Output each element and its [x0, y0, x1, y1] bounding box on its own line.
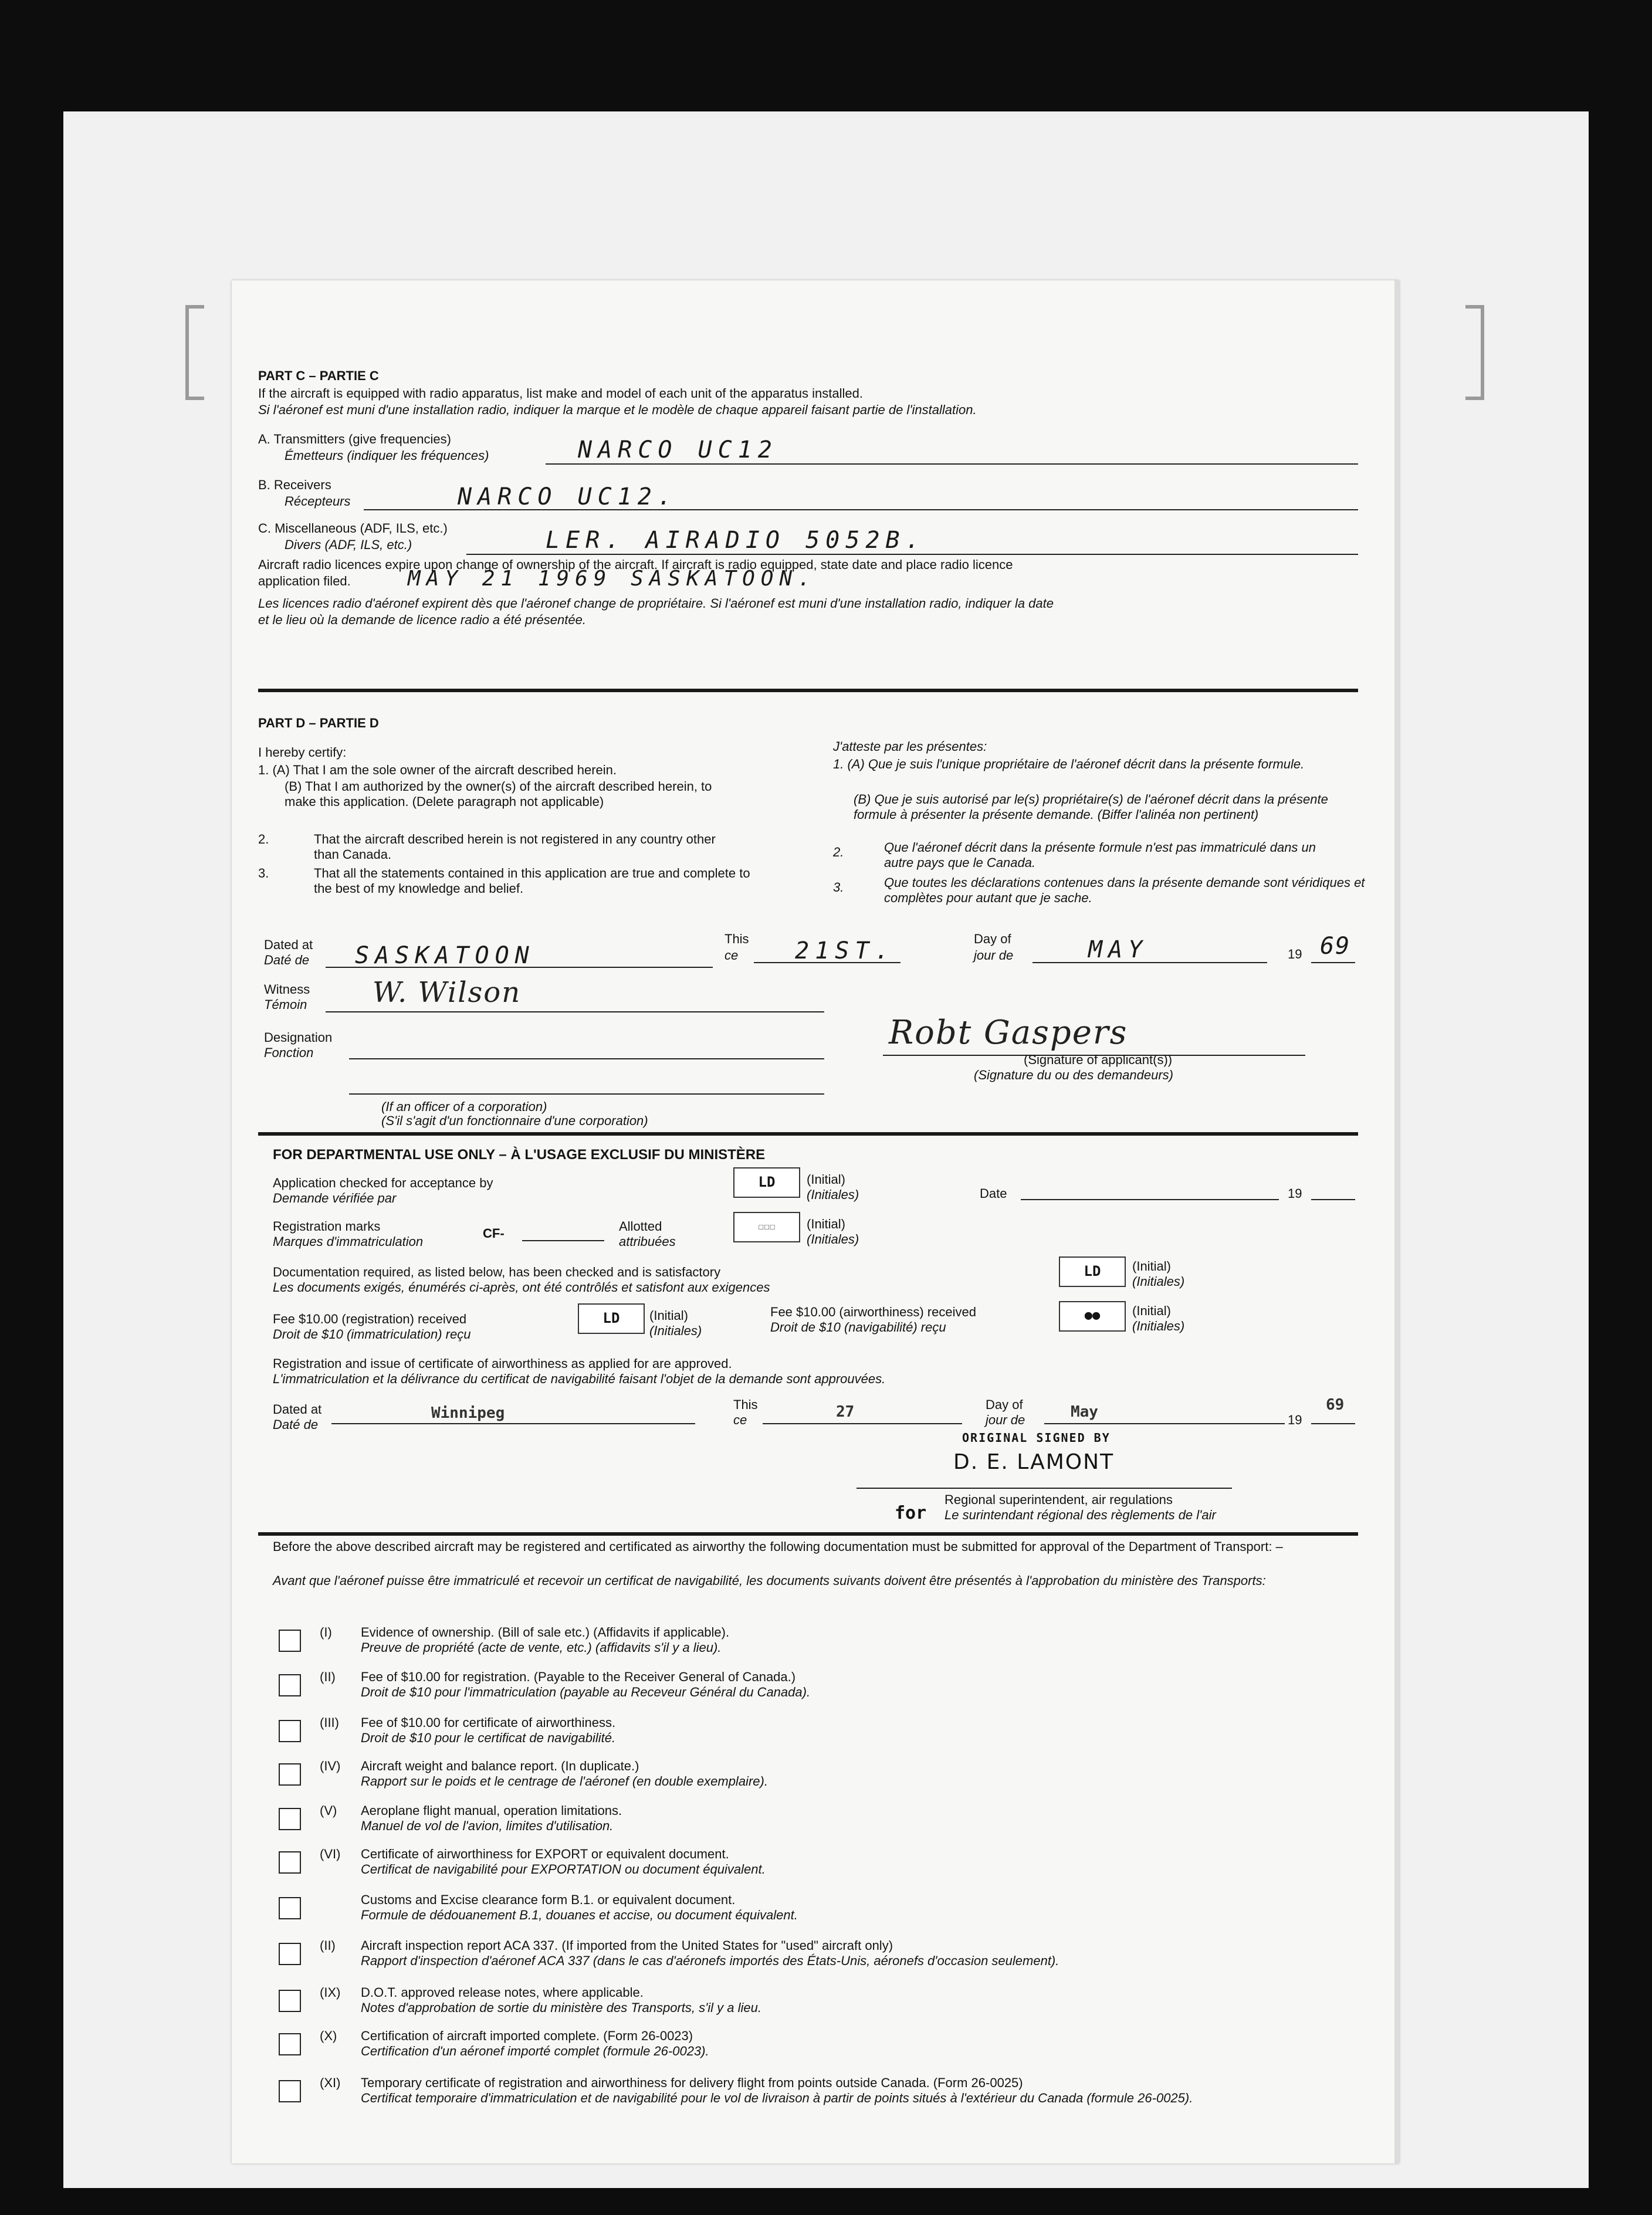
dept-day-line: [1044, 1423, 1285, 1424]
approved-text-fr: L'immatriculation et la délivrance du certificat de navigabilité faisant l'objet de la demande sont approuvées.: [273, 1371, 886, 1386]
applicant-signature: Robt Gaspers: [889, 1014, 1128, 1052]
requirement-number: (II): [320, 1669, 336, 1684]
requirements-intro-en: Before the above described aircraft may be registered and certificated as airworthy the following documentation must be submitted for approval of the Department of Transport: –: [273, 1539, 1283, 1554]
dept-dated-label-fr: Daté de: [273, 1417, 319, 1432]
witness-label-fr: Témoin: [264, 997, 307, 1012]
dept-this-line: [763, 1423, 962, 1424]
checked-date-label: Date: [980, 1186, 1007, 1201]
transmitters-label-en: A. Transmitters (give frequencies): [258, 432, 451, 446]
dept-year-value: 69: [1326, 1396, 1345, 1414]
cert-en-1b: (B) That I am authorized by the owner(s) of the aircraft described herein, to make this application. (Delete paragraph not applicable): [285, 779, 712, 809]
superintendent-line: [857, 1488, 1232, 1489]
marks-label-fr: Marques d'immatriculation: [273, 1234, 424, 1249]
requirement-text-en: D.O.T. approved release notes, where applicable.: [361, 1985, 644, 2000]
requirement-text-fr: Preuve de propriété (acte de vente, etc.) (affidavits s'il y a lieu).: [361, 1640, 722, 1655]
dept-day-value: May: [1071, 1403, 1098, 1421]
fee-air-initial-stamp: ●●: [1059, 1301, 1126, 1332]
requirement-number: (III): [320, 1715, 339, 1730]
designation-line: [349, 1058, 824, 1059]
receivers-label-en: B. Receivers: [258, 477, 331, 492]
allotted-label-fr: attribuées: [619, 1234, 676, 1249]
checked-initial-fr: (Initiales): [807, 1187, 859, 1202]
certify-en: I hereby certify:: [258, 745, 347, 760]
misc-line: [466, 554, 1358, 555]
marks-line: [522, 1240, 604, 1241]
allotted-label-en: Allotted: [619, 1219, 662, 1234]
licence-text-en-1: Aircraft radio licences expire upon change of ownership of the aircraft. If aircraft is radio equipped, state date and place radio licence: [258, 557, 1013, 572]
dept-day-label-fr: jour de: [986, 1413, 1025, 1427]
fee-air-label-fr: Droit de $10 (navigabilité) reçu: [770, 1320, 946, 1335]
requirement-text-en: Aircraft weight and balance report. (In duplicate.): [361, 1759, 639, 1773]
requirement-checkbox[interactable]: [279, 1674, 301, 1696]
fee-air-label-en: Fee $10.00 (airworthiness) received: [770, 1305, 976, 1319]
signature-caption-fr: (Signature du ou des demandeurs): [974, 1068, 1173, 1082]
requirement-number: (X): [320, 2028, 337, 2043]
dated-label-fr: Daté de: [264, 953, 310, 967]
this-line: [754, 962, 901, 963]
day-label-fr: jour de: [974, 948, 1014, 963]
requirement-text-fr: Formule de dédouanement B.1, douanes et accise, ou document équivalent.: [361, 1908, 798, 1922]
requirement-checkbox[interactable]: [279, 1943, 301, 1965]
part-d-heading: PART D – PARTIE D: [258, 716, 379, 730]
dept-top-rule: [258, 1132, 1358, 1136]
fee-reg-label-fr: Droit de $10 (immatriculation) reçu: [273, 1327, 471, 1342]
this-label-fr: ce: [725, 948, 739, 963]
cert-en-2-num: 2.: [258, 832, 269, 846]
requirement-checkbox[interactable]: [279, 2033, 301, 2055]
requirements-top-rule: [258, 1532, 1358, 1536]
requirement-text-en: Aeroplane flight manual, operation limitations.: [361, 1803, 622, 1818]
requirement-checkbox[interactable]: [279, 1763, 301, 1786]
day-label-en: Day of: [974, 932, 1011, 946]
requirement-number: (VI): [320, 1847, 341, 1861]
requirement-text-fr: Droit de $10 pour l'immatriculation (payable au Receveur Général du Canada).: [361, 1685, 811, 1699]
requirement-text-fr: Certification d'un aéronef importé complet (formule 26-0023).: [361, 2044, 709, 2058]
fee-reg-label-en: Fee $10.00 (registration) received: [273, 1312, 467, 1326]
fee-air-initial-en: (Initial): [1132, 1303, 1172, 1318]
part-c-heading: PART C – PARTIE C: [258, 368, 379, 383]
transmitters-value: NARCO UC12: [578, 436, 778, 463]
part-d-top-rule: [258, 689, 1358, 692]
requirement-text-en: Temporary certificate of registration and airworthiness for delivery flight from points outside Canada. (Form 26-0025): [361, 2075, 1023, 2090]
misc-value: LER. AIRADIO 5052B.: [546, 527, 926, 554]
requirement-text-en: Customs and Excise clearance form B.1. or equivalent document.: [361, 1892, 736, 1907]
witness-line: [326, 1011, 824, 1012]
frame-mark-right: [1465, 305, 1484, 400]
requirement-checkbox[interactable]: [279, 1851, 301, 1874]
dept-this-label-fr: ce: [733, 1413, 747, 1427]
licence-text-fr-1: Les licences radio d'aéronef expirent dès que l'aéronef change de propriétaire. Si l'aéronef est muni d'une installation radio, indiquer la date: [258, 596, 1054, 611]
misc-label-fr: Divers (ADF, ILS, etc.): [285, 537, 412, 552]
requirement-checkbox[interactable]: [279, 1808, 301, 1830]
dated-label-en: Dated at: [264, 937, 313, 952]
requirement-text-fr: Droit de $10 pour le certificat de navigabilité.: [361, 1730, 616, 1745]
dept-year-prefix: 19: [1288, 1413, 1302, 1427]
part-c-intro-en: If the aircraft is equipped with radio apparatus, list make and model of each unit of the apparatus installed.: [258, 386, 863, 401]
registration-form-page: [232, 280, 1399, 2163]
checked-label-fr: Demande vérifiée par: [273, 1191, 397, 1205]
year-value: 69: [1320, 933, 1351, 960]
fee-reg-initial-stamp: LD: [578, 1303, 645, 1334]
requirement-text-en: Certification of aircraft imported complete. (Form 26-0023): [361, 2028, 693, 2043]
requirement-text-fr: Manuel de vol de l'avion, limites d'utilisation.: [361, 1818, 614, 1833]
cert-en-2: That the aircraft described herein is not registered in any country other than Canada.: [314, 832, 716, 862]
signature-caption-en: (Signature of applicant(s)): [1024, 1052, 1173, 1067]
fee-air-initial-fr: (Initiales): [1132, 1319, 1185, 1333]
requirements-intro-fr: Avant que l'aéronef puisse être immatriculé et recevoir un certificat de navigabilité, les documents suivants doivent être présentés à l'approbation du ministère des Transports:: [273, 1573, 1266, 1588]
cert-fr-3: Que toutes les déclarations contenues dans la présente demande sont véridiques et complètes pour autant que je sache.: [884, 875, 1365, 905]
page-edge-shadow: [1394, 280, 1399, 2163]
checked-label-en: Application checked for acceptance by: [273, 1176, 493, 1190]
cert-en-1a: 1. (A) That I am the sole owner of the aircraft described herein.: [258, 763, 617, 777]
requirement-text-fr: Certificat temporaire d'immatriculation et de navigabilité pour le vol de livraison à partir de points situés à l'extérieur du Canada (formule 26-0025).: [361, 2091, 1193, 2105]
requirement-number: (IX): [320, 1985, 341, 2000]
dept-this-value: 27: [836, 1403, 855, 1421]
dated-value: SASKATOON: [355, 942, 535, 969]
checked-initial-stamp: LD: [733, 1167, 800, 1198]
signer-name: D. E. LAMONT: [953, 1450, 1115, 1474]
docs-label-en: Documentation required, as listed below, has been checked and is satisfactory: [273, 1265, 721, 1279]
part-c-intro-fr: Si l'aéronef est muni d'une installation radio, indiquer la marque et le modèle de chaque appareil faisant partie de l'installation.: [258, 402, 977, 417]
officer-line: [349, 1093, 824, 1095]
allotted-initial-stamp: ☐☐☐: [733, 1212, 800, 1242]
cert-en-3: That all the statements contained in this application are true and complete to the best of my knowledge and belief.: [314, 866, 750, 896]
allotted-initial-fr: (Initiales): [807, 1232, 859, 1247]
dept-heading: FOR DEPARTMENTAL USE ONLY – À L'USAGE EXCLUSIF DU MINISTÈRE: [273, 1147, 766, 1163]
docs-label-fr: Les documents exigés, énumérés ci-après, ont été contrôlés et satisfont aux exigences: [273, 1280, 770, 1295]
receivers-label-fr: Récepteurs: [285, 494, 351, 509]
requirement-text-en: Aircraft inspection report ACA 337. (If imported from the United States for "used" aircraft only): [361, 1938, 893, 1953]
docs-initial-en: (Initial): [1132, 1259, 1172, 1274]
licence-text-fr-2: et le lieu où la demande de licence radio a été présentée.: [258, 612, 586, 627]
requirement-text-fr: Notes d'approbation de sortie du ministère des Transports, s'il y a lieu.: [361, 2000, 761, 2015]
marks-label-en: Registration marks: [273, 1219, 381, 1234]
requirement-number: (V): [320, 1803, 337, 1818]
cert-fr-3-num: 3.: [833, 880, 844, 895]
allotted-initial-en: (Initial): [807, 1217, 846, 1231]
this-label-en: This: [725, 932, 749, 946]
marks-cf-prefix: CF-: [483, 1226, 505, 1241]
year-line: [1311, 962, 1355, 963]
misc-label-en: C. Miscellaneous (ADF, ILS, etc.): [258, 521, 448, 536]
receivers-value: NARCO UC12.: [458, 483, 678, 510]
requirement-number: (II): [320, 1938, 336, 1953]
dept-dated-line: [331, 1423, 695, 1424]
witness-label-en: Witness: [264, 982, 310, 997]
requirement-text-fr: Certificat de navigabilité pour EXPORTATION ou document équivalent.: [361, 1862, 766, 1877]
checked-date-line: [1021, 1199, 1279, 1200]
officer-caption-en: (If an officer of a corporation): [381, 1099, 547, 1114]
fee-reg-initial-fr: (Initiales): [649, 1323, 702, 1338]
requirement-checkbox[interactable]: [279, 2080, 301, 2102]
requirement-checkbox[interactable]: [279, 1990, 301, 2012]
receivers-line: [364, 509, 1358, 510]
cert-fr-2: Que l'aéronef décrit dans la présente formule n'est pas immatriculé dans un autre pays que le Canada.: [884, 840, 1316, 870]
certify-fr: J'atteste par les présentes:: [833, 739, 987, 754]
checked-initial-en: (Initial): [807, 1172, 846, 1187]
designation-label-fr: Fonction: [264, 1045, 314, 1060]
transmitters-label-fr: Émetteurs (indiquer les fréquences): [285, 448, 489, 463]
dept-year-line: [1311, 1423, 1355, 1424]
year-prefix: 19: [1288, 947, 1302, 961]
requirement-text-fr: Rapport sur le poids et le centrage de l'aéronef (en double exemplaire).: [361, 1774, 768, 1789]
requirement-text-en: Fee of $10.00 for registration. (Payable to the Receiver General of Canada.): [361, 1669, 796, 1684]
docs-initial-fr: (Initiales): [1132, 1274, 1185, 1289]
requirement-text-en: Evidence of ownership. (Bill of sale etc.) (Affidavits if applicable).: [361, 1625, 730, 1640]
cert-fr-2-num: 2.: [833, 845, 844, 859]
licence-text-en-2: application filed.: [258, 574, 351, 588]
officer-caption-fr: (S'il s'agit d'un fonctionnaire d'une corporation): [381, 1113, 648, 1128]
requirement-checkbox[interactable]: [279, 1897, 301, 1919]
designation-label-en: Designation: [264, 1030, 333, 1045]
transmitters-line: [546, 463, 1358, 465]
docs-initial-stamp: LD: [1059, 1256, 1126, 1287]
original-signed-stamp: ORIGINAL SIGNED BY: [962, 1431, 1111, 1445]
dept-day-label-en: Day of: [986, 1397, 1023, 1412]
requirement-text-fr: Rapport d'inspection d'aéronef ACA 337 (dans le cas d'aéronefs importés des États-Unis, aéronefs d'occasion seulement).: [361, 1953, 1059, 1968]
this-value: 21ST.: [795, 937, 895, 964]
requirement-number: (XI): [320, 2075, 341, 2090]
superintendent-fr: Le surintendant régional des règlements de l'air: [945, 1508, 1216, 1522]
requirement-number: (IV): [320, 1759, 341, 1773]
cert-fr-1b: (B) Que je suis autorisé par le(s) propriétaire(s) de l'aéronef décrit dans la présente formule à présenter la présente demande. (Biffer l'alinéa non pertinent): [854, 792, 1328, 822]
cert-fr-1a: 1. (A) Que je suis l'unique propriétaire de l'aéronef décrit dans la présente formule.: [833, 757, 1305, 771]
dated-line: [326, 967, 713, 968]
requirement-text-en: Fee of $10.00 for certificate of airworthiness.: [361, 1715, 616, 1730]
checked-year-line: [1311, 1199, 1355, 1200]
dept-dated-value: Winnipeg: [431, 1404, 505, 1422]
cert-en-3-num: 3.: [258, 866, 269, 880]
frame-mark-left: [185, 305, 204, 400]
superintendent-en: Regional superintendent, air regulations: [945, 1492, 1173, 1507]
licence-value: MAY 21 1969 SASKATOON.: [408, 567, 817, 591]
requirement-checkbox[interactable]: [279, 1720, 301, 1742]
for-label: for: [895, 1503, 927, 1523]
requirement-number: (I): [320, 1625, 332, 1640]
fee-reg-initial-en: (Initial): [649, 1308, 689, 1323]
dept-this-label-en: This: [733, 1397, 758, 1412]
day-line: [1032, 962, 1267, 963]
checked-year-prefix: 19: [1288, 1186, 1302, 1201]
dept-dated-label-en: Dated at: [273, 1402, 322, 1417]
approved-text-en: Registration and issue of certificate of airworthiness as applied for are approved.: [273, 1356, 732, 1371]
requirement-text-en: Certificate of airworthiness for EXPORT or equivalent document.: [361, 1847, 729, 1861]
requirement-checkbox[interactable]: [279, 1630, 301, 1652]
day-value: MAY: [1088, 936, 1149, 963]
witness-signature: W. Wilson: [373, 976, 522, 1009]
